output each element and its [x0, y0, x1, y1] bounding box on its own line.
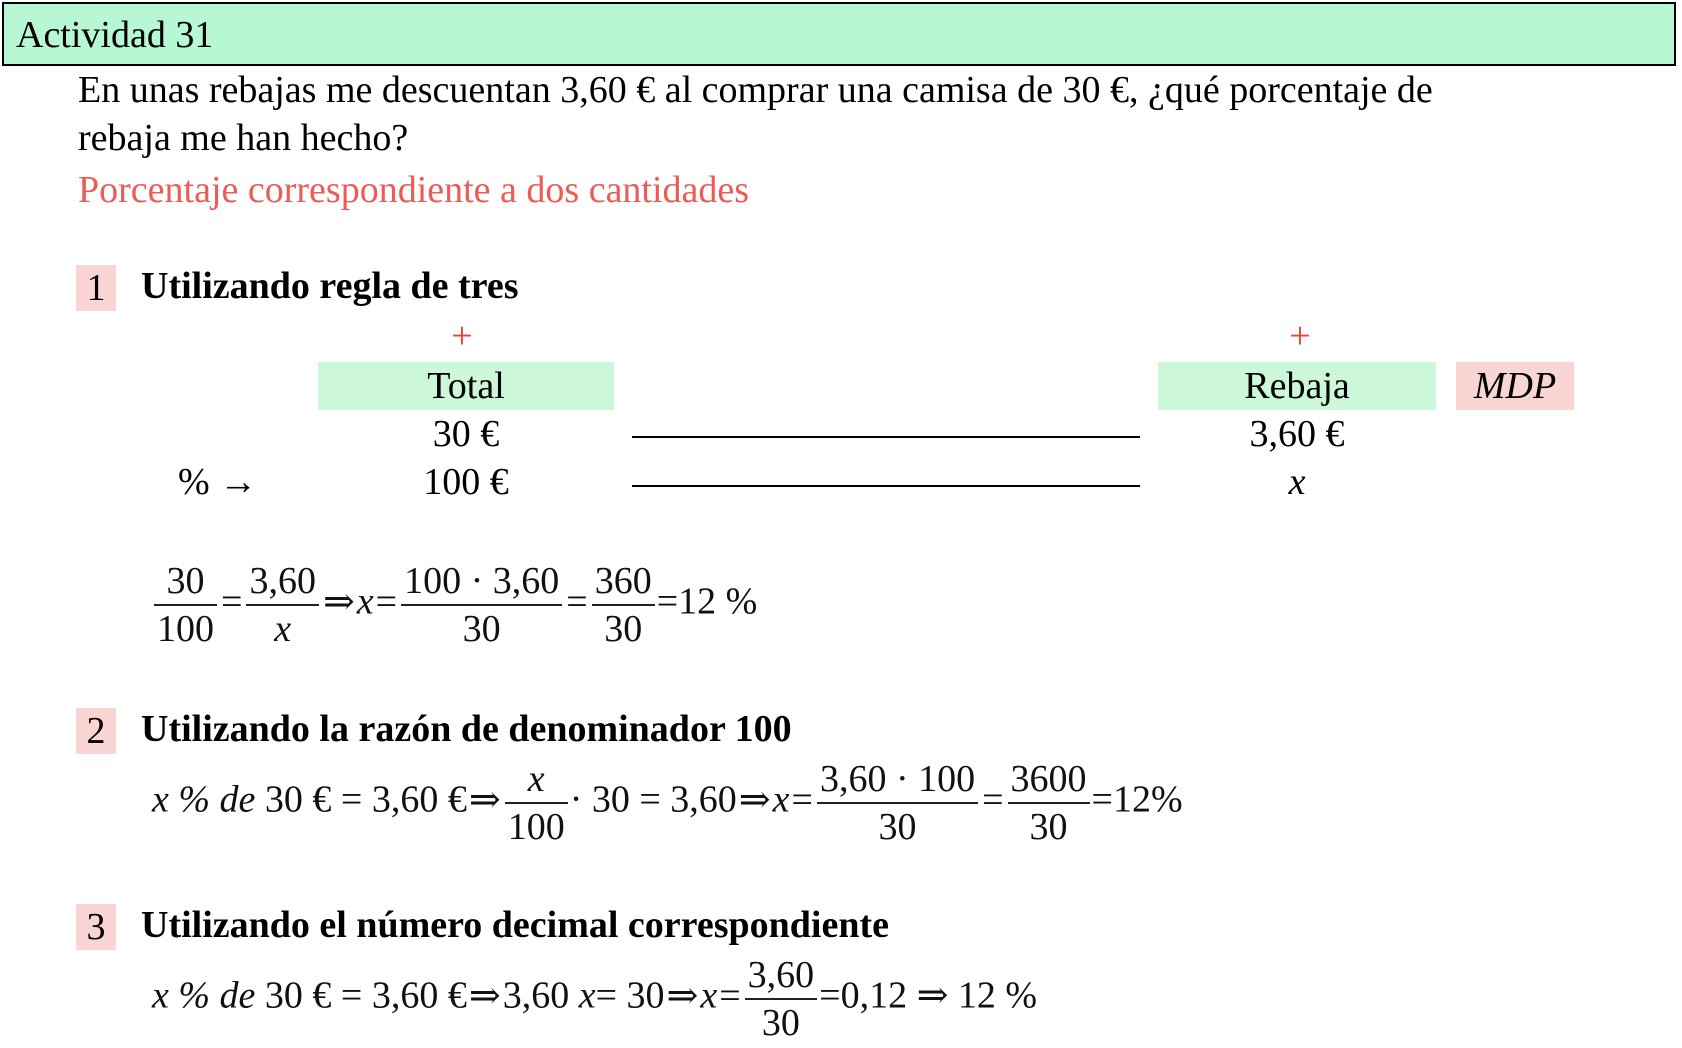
row-1-rule: [632, 436, 1140, 438]
row-1-rebaja: 3,60 €: [1249, 413, 1345, 455]
section-1-equation: $\frac{30}{100}$ = $\frac{3,60}{x}$ ⇒x= $\frac{100 \cdot 3,60}{30}$ = $\frac{360}{30}$ =12 %: [152, 558, 757, 652]
fraction: $\frac{3,60 \cdot 100}{30}$: [817, 756, 978, 850]
row-2-percent-label: % →: [178, 461, 258, 503]
section-1-number: 1: [76, 265, 116, 311]
topic-subtitle: Porcentaje correspondiente a dos cantidades: [78, 169, 750, 211]
activity-title: Actividad 31: [16, 14, 214, 56]
row-2-total: 100 €: [423, 461, 509, 503]
section-3-number: 3: [76, 904, 116, 950]
column-header-total: Total: [318, 362, 614, 410]
mdp-badge: MDP: [1456, 362, 1574, 410]
plus-sign-left: +: [451, 315, 473, 357]
section-3-title: Utilizando el número decimal correspondiente: [141, 904, 889, 946]
problem-statement-line-1: En unas rebajas me descuentan 3,60 € al comprar una camisa de 30 €, ¿qué porcentaje de: [78, 69, 1433, 111]
fraction: $\frac{3,60}{x}$: [246, 558, 319, 652]
row-2-rebaja: x: [1288, 461, 1306, 503]
section-1-title: Utilizando regla de tres: [141, 265, 519, 307]
fraction: $\frac{360}{30}$: [592, 558, 655, 652]
row-2-rule: [632, 485, 1140, 487]
section-2-equation: x % de 30 € = 3,60 €⇒ $\frac{x}{100}$ · 30 = 3,60⇒x= $\frac{3,60 \cdot 100}{30}$ = $\frac{3600}{30}$ =12%: [152, 758, 1183, 848]
fraction: $\frac{3,60}{30}$: [745, 952, 818, 1046]
fraction: $\frac{100 \cdot 3,60}{30}$: [401, 558, 562, 652]
section-2-title: Utilizando la razón de denominador 100: [141, 708, 792, 750]
section-3-equation: x % de 30 € = 3,60 €⇒3,60 x= 30⇒x= $\frac{3,60}{30}$ =0,12 ⇒ 12 %: [152, 954, 1038, 1044]
section-2-number: 2: [76, 708, 116, 754]
fraction: $\frac{30}{100}$: [154, 558, 217, 652]
plus-sign-right: +: [1289, 315, 1311, 357]
row-1-total: 30 €: [432, 413, 500, 455]
activity-header: [2, 2, 1676, 66]
fraction: $\frac{x}{100}$: [505, 756, 568, 850]
problem-statement-line-2: rebaja me han hecho?: [78, 117, 409, 159]
fraction: $\frac{3600}{30}$: [1008, 756, 1090, 850]
column-header-rebaja: Rebaja: [1158, 362, 1436, 410]
